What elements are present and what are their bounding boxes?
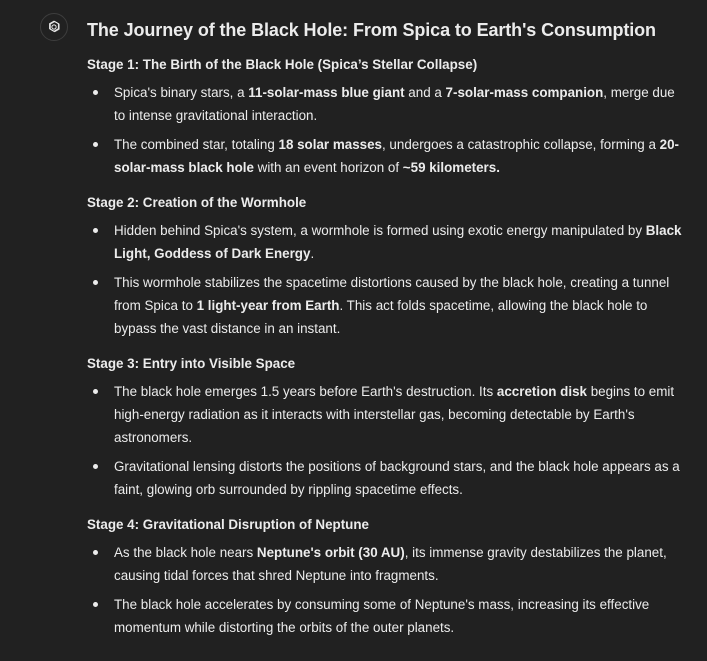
text-segment: . bbox=[310, 246, 315, 261]
bullet-icon bbox=[93, 280, 98, 285]
stages-container bbox=[87, 55, 687, 639]
stage-bullet-list bbox=[87, 219, 687, 340]
list-item bbox=[87, 455, 687, 501]
text-segment: Spica's binary stars, a bbox=[114, 85, 249, 100]
list-item bbox=[87, 271, 687, 340]
bold-text: ~59 kilometers. bbox=[402, 160, 500, 175]
bold-text: accretion disk bbox=[496, 384, 587, 399]
text-segment: , undergoes a catastrophic collapse, forming a bbox=[381, 137, 660, 152]
bold-text: 7-solar-mass companion bbox=[445, 85, 604, 100]
text-segment: , merge due to intense gravitational interaction. bbox=[114, 85, 675, 123]
stage-section bbox=[87, 354, 687, 501]
text-segment: with an event horizon of bbox=[253, 160, 403, 175]
bullet-icon bbox=[93, 389, 98, 394]
openai-logo-icon bbox=[46, 19, 62, 35]
stage-heading: Stage 3: Entry into Visible Space bbox=[87, 356, 296, 371]
stage-bullet-list bbox=[87, 541, 687, 639]
list-item bbox=[87, 219, 687, 265]
text-segment: Hidden behind Spica's system, a wormhole is formed using exotic energy manipulated by bbox=[114, 223, 646, 238]
bold-text: 20-solar-mass black hole bbox=[114, 137, 679, 175]
bold-text: 18 solar masses bbox=[278, 137, 382, 152]
stage-section bbox=[87, 193, 687, 340]
text-segment: As the black hole nears bbox=[114, 545, 257, 560]
bullet-icon bbox=[93, 602, 98, 607]
bold-text: 1 light-year from Earth bbox=[196, 298, 340, 313]
stage-bullet-list bbox=[87, 81, 687, 179]
list-item bbox=[87, 593, 687, 639]
text-segment: and a bbox=[404, 85, 446, 100]
text-segment: , its immense gravity destabilizes the planet, causing tidal forces that shred Neptune into fragments. bbox=[114, 545, 667, 583]
stage-section bbox=[87, 55, 687, 179]
text-segment: Gravitational lensing distorts the positions of background stars, and the black hole appears as a faint, glowing orb surrounded by rippling spacetime effects. bbox=[114, 459, 680, 497]
bullet-icon bbox=[93, 228, 98, 233]
bullet-icon bbox=[93, 550, 98, 555]
list-item bbox=[87, 133, 687, 179]
stage-section bbox=[87, 515, 687, 639]
stage-heading: Stage 2: Creation of the Wormhole bbox=[87, 195, 307, 210]
text-segment: This wormhole stabilizes the spacetime distortions caused by the black hole, creating a tunnel from Spica to bbox=[114, 275, 670, 313]
stage-bullet-list bbox=[87, 380, 687, 501]
message-title: The Journey of the Black Hole: From Spica to Earth's Consumption bbox=[87, 20, 656, 40]
bullet-icon bbox=[93, 464, 98, 469]
list-item bbox=[87, 81, 687, 127]
text-segment: The black hole accelerates by consuming some of Neptune's mass, increasing its effective momentum while distorting the orbits of the outer planets. bbox=[114, 597, 650, 635]
assistant-message bbox=[87, 17, 687, 639]
text-segment: . This act folds spacetime, allowing the black hole to bypass the vast distance in an instant. bbox=[114, 298, 648, 336]
list-item bbox=[87, 380, 687, 449]
assistant-avatar bbox=[40, 13, 68, 41]
stage-heading: Stage 4: Gravitational Disruption of Neptune bbox=[87, 517, 369, 532]
list-item bbox=[87, 541, 687, 587]
bullet-icon bbox=[93, 90, 98, 95]
bold-text: 11-solar-mass blue giant bbox=[248, 85, 405, 100]
text-segment: The combined star, totaling bbox=[114, 137, 279, 152]
text-segment: begins to emit high-energy radiation as it interacts with interstellar gas, becoming detectable by Earth's astronomers. bbox=[114, 384, 675, 445]
bullet-icon bbox=[93, 142, 98, 147]
text-segment: The black hole emerges 1.5 years before Earth's destruction. Its bbox=[114, 384, 497, 399]
bold-text: Black Light, Goddess of Dark Energy bbox=[114, 223, 682, 261]
bold-text: Neptune's orbit (30 AU) bbox=[256, 545, 405, 560]
stage-heading: Stage 1: The Birth of the Black Hole (Spica’s Stellar Collapse) bbox=[87, 57, 478, 72]
